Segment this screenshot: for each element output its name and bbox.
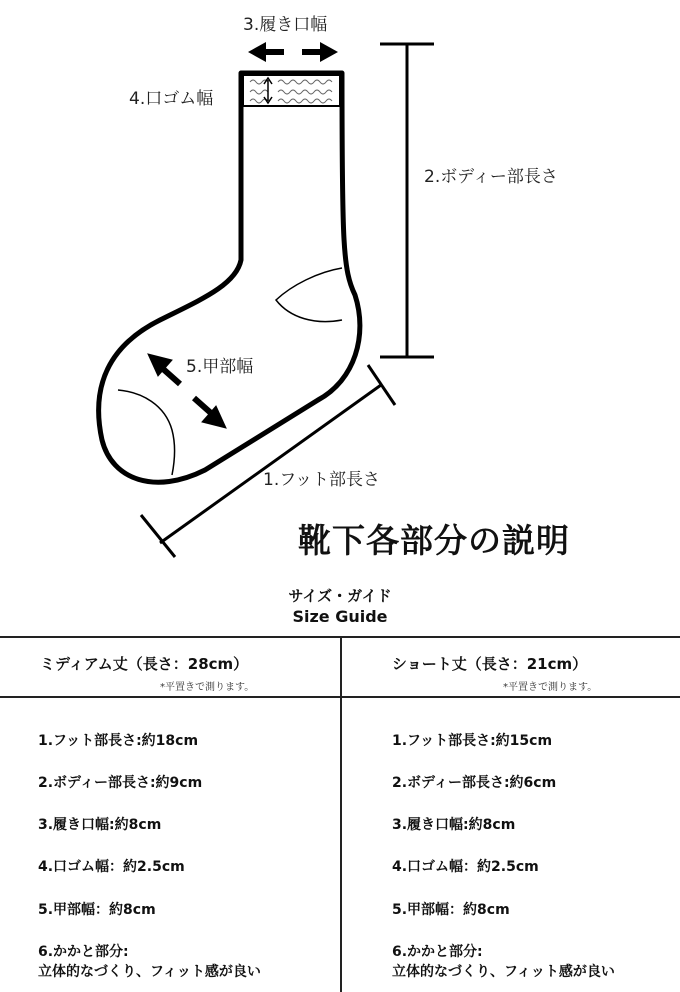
- table-row: 3.履き口幅:約8cm: [392, 817, 516, 833]
- table-row: 5.甲部幅：約8cm: [392, 902, 510, 918]
- table-row: 3.履き口幅:約8cm: [38, 817, 162, 833]
- table-row: 4.口ゴム幅：約2.5cm: [392, 859, 539, 875]
- column-header-medium: ミディアム丈（長さ：28cm）: [40, 655, 249, 673]
- opening-width-label: 3.履き口幅: [243, 15, 328, 35]
- sock-outline: [99, 73, 360, 482]
- diagram-title: 靴下各部分の説明: [298, 521, 570, 560]
- table-row: 2.ボディー部長さ:約6cm: [392, 775, 557, 791]
- table-row: 1.フット部長さ:約15cm: [392, 733, 553, 749]
- column-header-short: ショート丈（長さ：21cm）: [392, 655, 588, 673]
- size-guide-title-jp: サイズ・ガイド: [288, 587, 392, 605]
- table-row-heel-detail: 立体的なづくり、フィット感が良い: [392, 964, 615, 980]
- table-row: 2.ボディー部長さ:約9cm: [38, 775, 203, 791]
- body-length-measure: [380, 44, 434, 357]
- table-column-divider: [340, 636, 342, 992]
- size-table: [0, 636, 680, 992]
- table-row: 4.口ゴム幅：約2.5cm: [38, 859, 185, 875]
- table-row-heel-detail: 立体的なづくり、フィット感が良い: [38, 964, 261, 980]
- size-guide-title-en: Size Guide: [292, 607, 388, 626]
- foot-length-label: 1.フット部長さ: [263, 470, 381, 490]
- column-note-medium: *平置きで測ります。: [160, 682, 255, 693]
- body-length-label: 2.ボディー部長さ: [424, 167, 558, 187]
- table-row-heel-title: 6.かかと部分:: [392, 944, 483, 960]
- column-note-short: *平置きで測ります。: [503, 682, 598, 693]
- rib-width-label: 4.口ゴム幅: [129, 89, 214, 109]
- table-row-heel-title: 6.かかと部分:: [38, 944, 129, 960]
- table-row: 5.甲部幅：約8cm: [38, 902, 156, 918]
- table-row: 1.フット部長さ:約18cm: [38, 733, 199, 749]
- instep-width-label: 5.甲部幅: [186, 357, 254, 377]
- opening-width-arrows: [248, 42, 338, 62]
